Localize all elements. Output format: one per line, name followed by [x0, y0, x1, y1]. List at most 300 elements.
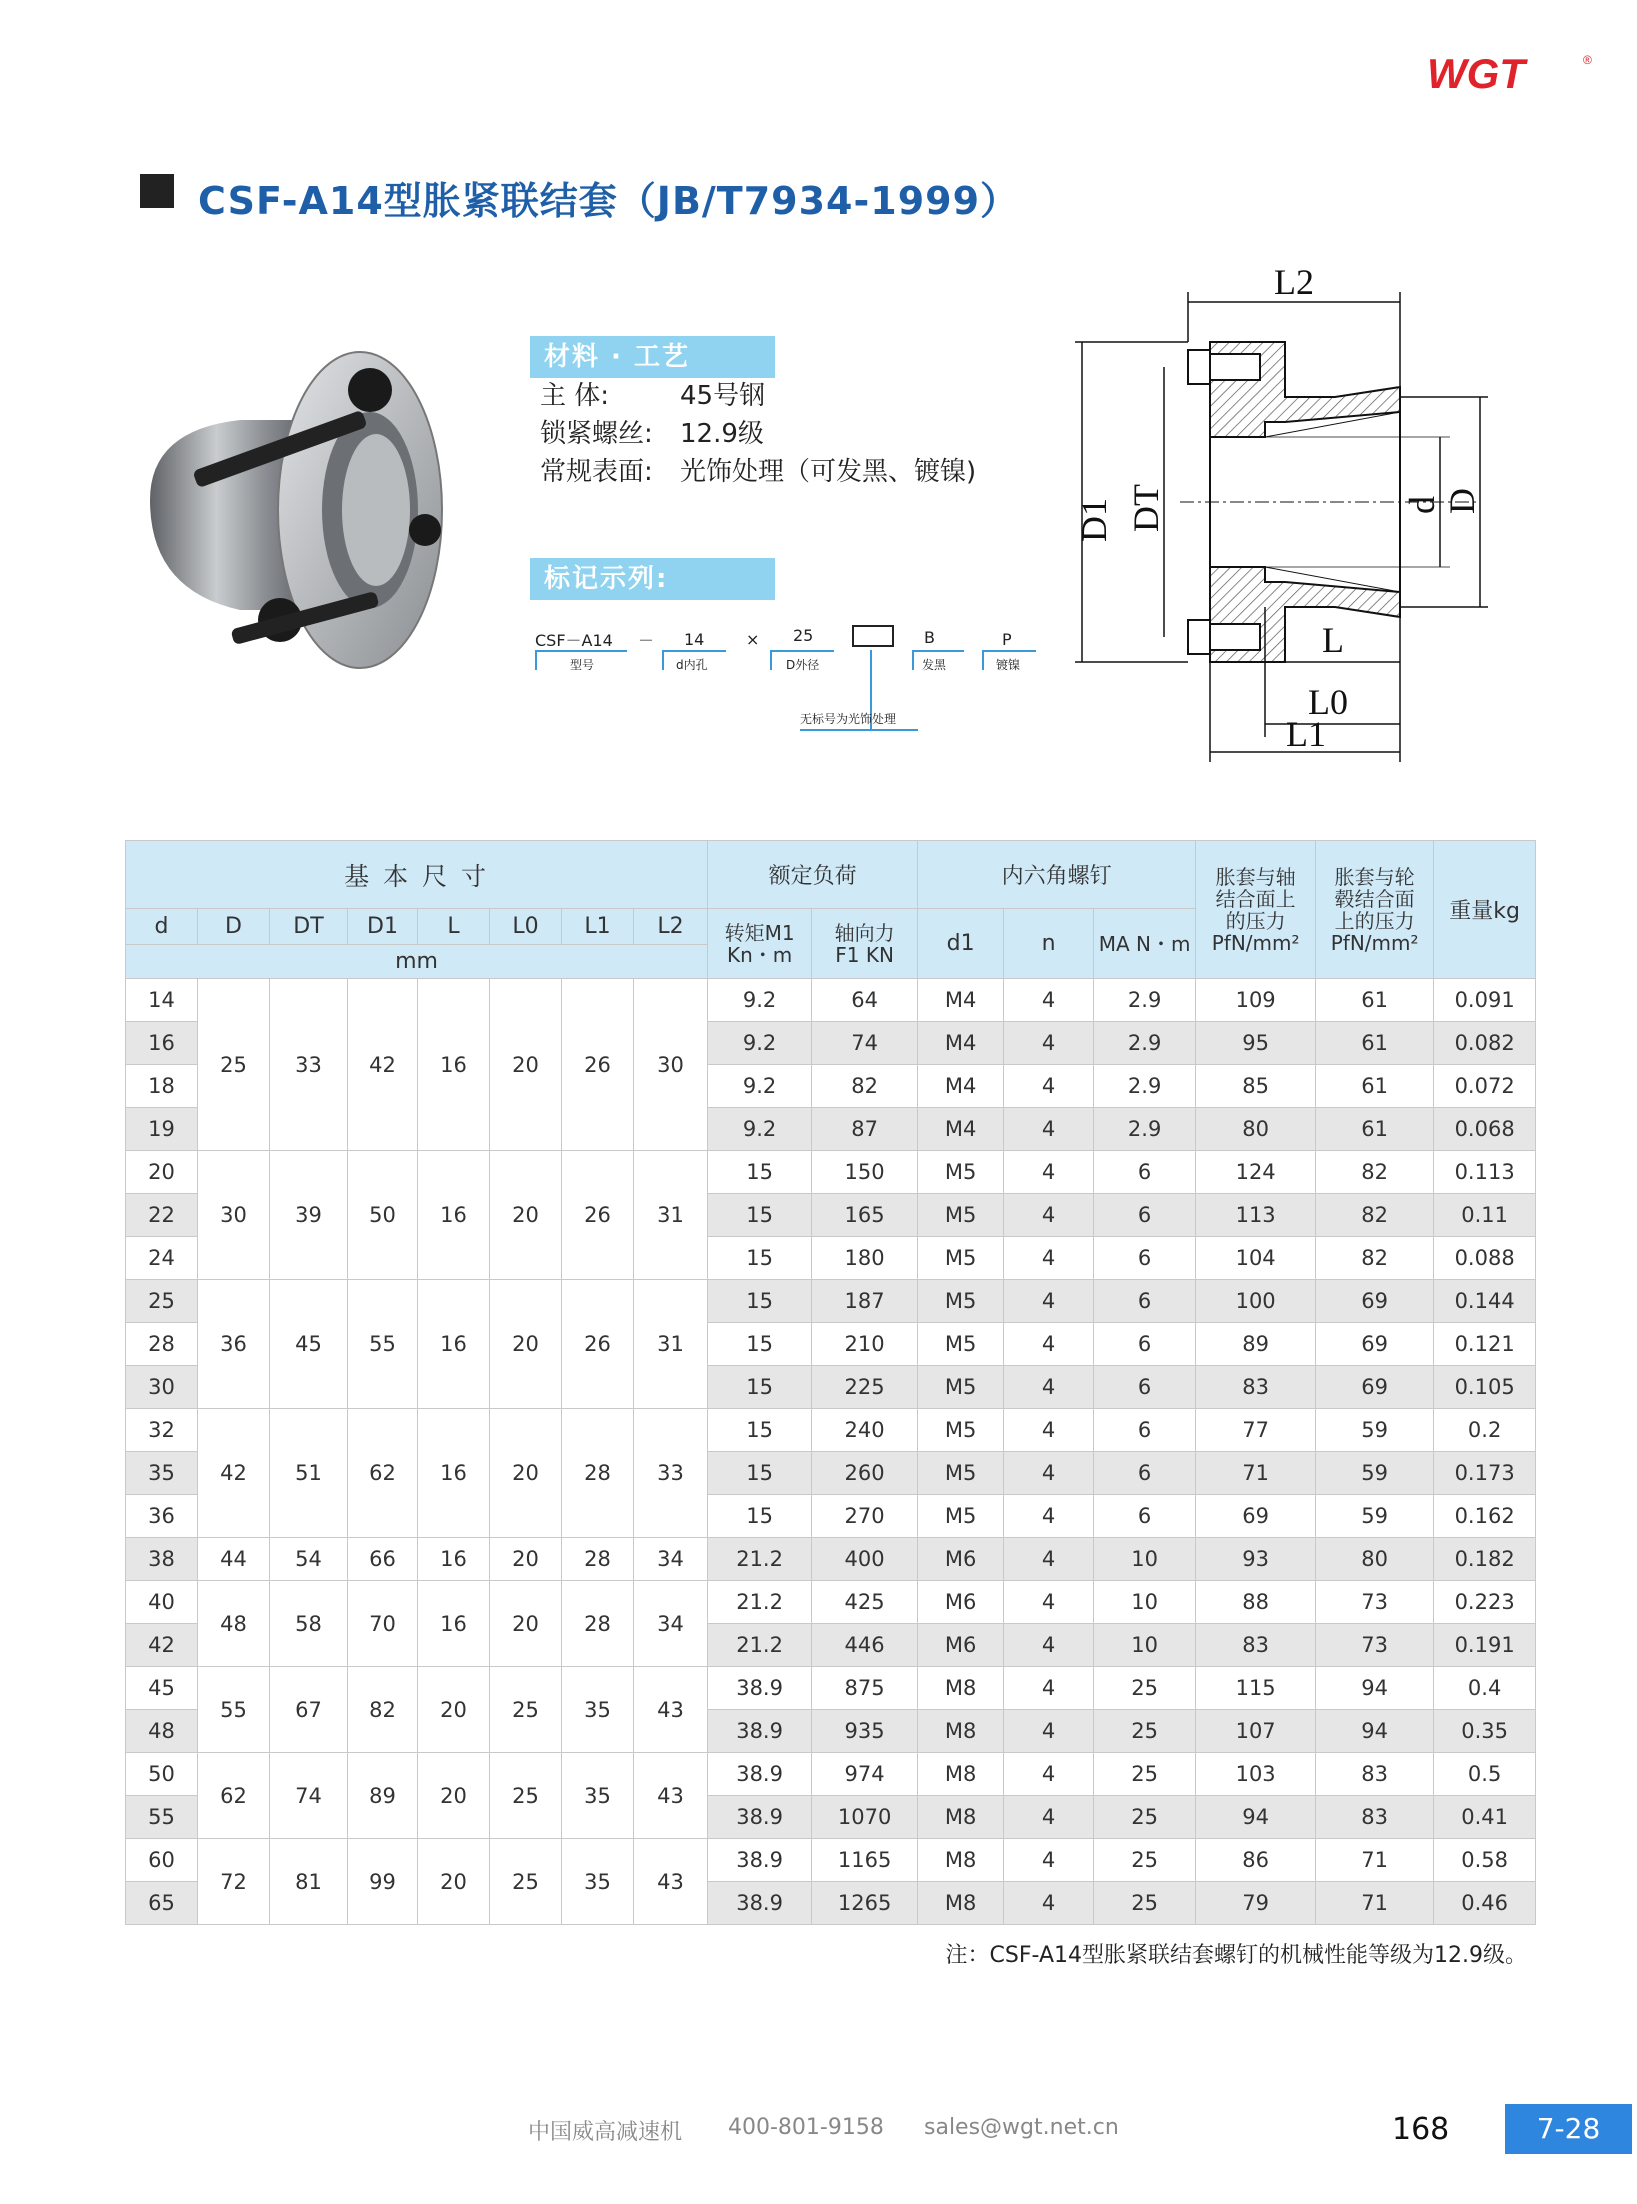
cell-D1: 42	[348, 979, 418, 1151]
table-row	[126, 1538, 1536, 1581]
cell-ma: 25	[1094, 1796, 1196, 1839]
cell-shaft-pressure: 77	[1196, 1409, 1316, 1452]
cell-ma: 25	[1094, 1882, 1196, 1925]
cell-hub-pressure: 83	[1316, 1753, 1434, 1796]
cell-DT: 58	[270, 1581, 348, 1667]
col-L2: L2	[634, 909, 708, 945]
cell-n: 4	[1004, 1151, 1094, 1194]
col-D1: D1	[348, 909, 418, 945]
cell-hub-pressure: 61	[1316, 1065, 1434, 1108]
mark-blank-box	[852, 625, 894, 647]
cell-n: 4	[1004, 1237, 1094, 1280]
cell-torque: 38.9	[708, 1839, 812, 1882]
cell-D1: 66	[348, 1538, 418, 1581]
cell-L0: 20	[490, 1280, 562, 1409]
col-d1: d1	[918, 909, 1004, 979]
table-row	[126, 1409, 1536, 1452]
cell-ma: 2.9	[1094, 1108, 1196, 1151]
page-number: 168	[1392, 2112, 1450, 2147]
cell-weight: 0.162	[1434, 1495, 1536, 1538]
cell-ma: 6	[1094, 1495, 1196, 1538]
cell-d: 32	[126, 1409, 198, 1452]
mark-model: CSF－A14	[535, 631, 613, 650]
cell-DT: 67	[270, 1667, 348, 1753]
cell-d1: M8	[918, 1882, 1004, 1925]
cell-D1: 62	[348, 1409, 418, 1538]
cell-L: 20	[418, 1839, 490, 1925]
material-screw	[540, 413, 764, 450]
cell-shaft-pressure: 100	[1196, 1280, 1316, 1323]
cell-d1: M5	[918, 1194, 1004, 1237]
mark-inner-label: d内孔	[676, 658, 708, 672]
cell-L0: 20	[490, 979, 562, 1151]
cell-n: 4	[1004, 1882, 1094, 1925]
technical-drawing	[1060, 262, 1540, 762]
cell-ma: 6	[1094, 1237, 1196, 1280]
cell-L0: 20	[490, 1581, 562, 1667]
cell-d: 18	[126, 1065, 198, 1108]
dim-DT: DT	[1126, 484, 1166, 532]
cell-d1: M6	[918, 1538, 1004, 1581]
cell-d: 38	[126, 1538, 198, 1581]
cell-L0: 20	[490, 1538, 562, 1581]
cell-d: 30	[126, 1366, 198, 1409]
col-ma: MA N・m	[1094, 909, 1196, 979]
cell-hub-pressure: 71	[1316, 1839, 1434, 1882]
cell-hub-pressure: 82	[1316, 1151, 1434, 1194]
cell-n: 4	[1004, 1065, 1094, 1108]
cell-axial: 400	[812, 1538, 918, 1581]
cell-D: 55	[198, 1667, 270, 1753]
cell-shaft-pressure: 93	[1196, 1538, 1316, 1581]
cell-ma: 2.9	[1094, 1065, 1196, 1108]
cell-ma: 6	[1094, 1409, 1196, 1452]
cell-n: 4	[1004, 979, 1094, 1022]
cell-shaft-pressure: 124	[1196, 1151, 1316, 1194]
table-row	[126, 1151, 1536, 1194]
cell-axial: 1070	[812, 1796, 918, 1839]
cell-d: 25	[126, 1280, 198, 1323]
cell-weight: 0.068	[1434, 1108, 1536, 1151]
cell-weight: 0.58	[1434, 1839, 1536, 1882]
cell-shaft-pressure: 113	[1196, 1194, 1316, 1237]
mark-outer-label: D外径	[786, 658, 820, 672]
cell-D1: 82	[348, 1667, 418, 1753]
col-axial-force: 轴向力 F1 KN	[812, 909, 918, 979]
cell-n: 4	[1004, 1022, 1094, 1065]
cell-L0: 25	[490, 1839, 562, 1925]
cell-shaft-pressure: 85	[1196, 1065, 1316, 1108]
cell-hub-pressure: 82	[1316, 1194, 1434, 1237]
cell-d1: M5	[918, 1366, 1004, 1409]
cell-L2: 43	[634, 1667, 708, 1753]
cell-D1: 70	[348, 1581, 418, 1667]
cell-L: 16	[418, 1538, 490, 1581]
col-DT: DT	[270, 909, 348, 945]
cell-d: 14	[126, 979, 198, 1022]
cell-axial: 935	[812, 1710, 918, 1753]
cell-ma: 6	[1094, 1151, 1196, 1194]
cell-weight: 0.11	[1434, 1194, 1536, 1237]
cell-D1: 55	[348, 1280, 418, 1409]
cell-n: 4	[1004, 1538, 1094, 1581]
cell-ma: 25	[1094, 1839, 1196, 1882]
cell-hub-pressure: 82	[1316, 1237, 1434, 1280]
cell-L0: 25	[490, 1753, 562, 1839]
cell-torque: 15	[708, 1237, 812, 1280]
cell-weight: 0.072	[1434, 1065, 1536, 1108]
cell-hub-pressure: 59	[1316, 1452, 1434, 1495]
cell-weight: 0.4	[1434, 1667, 1536, 1710]
cell-ma: 2.9	[1094, 979, 1196, 1022]
cell-D1: 89	[348, 1753, 418, 1839]
cell-torque: 38.9	[708, 1882, 812, 1925]
cell-ma: 6	[1094, 1194, 1196, 1237]
cell-d1: M4	[918, 1065, 1004, 1108]
cell-hub-pressure: 69	[1316, 1323, 1434, 1366]
cell-hub-pressure: 61	[1316, 979, 1434, 1022]
wgt-logo	[1427, 50, 1597, 96]
cell-DT: 74	[270, 1753, 348, 1839]
cell-d: 16	[126, 1022, 198, 1065]
dim-D1: D1	[1074, 498, 1114, 542]
cell-hub-pressure: 71	[1316, 1882, 1434, 1925]
cell-torque: 38.9	[708, 1667, 812, 1710]
section-tag: 7-28	[1505, 2104, 1632, 2154]
col-n: n	[1004, 909, 1094, 979]
cell-D1: 99	[348, 1839, 418, 1925]
cell-shaft-pressure: 115	[1196, 1667, 1316, 1710]
cell-ma: 25	[1094, 1667, 1196, 1710]
material-screw-label: 锁紧螺丝:	[540, 419, 653, 449]
cell-L: 16	[418, 1409, 490, 1538]
cell-n: 4	[1004, 1796, 1094, 1839]
cell-hub-pressure: 94	[1316, 1710, 1434, 1753]
mark-model-label: 型号	[570, 658, 595, 672]
spec-table-body	[126, 979, 1536, 1925]
cell-DT: 54	[270, 1538, 348, 1581]
material-surface-value: 光饰处理（可发黑、镀镍)	[680, 457, 977, 487]
footer-phone: 400-801-9158	[728, 2115, 884, 2140]
cell-ma: 6	[1094, 1280, 1196, 1323]
cell-axial: 875	[812, 1667, 918, 1710]
cell-L2: 43	[634, 1753, 708, 1839]
cell-L0: 20	[490, 1409, 562, 1538]
page-title: CSF-A14型胀紧联结套（JB/T7934-1999）	[198, 179, 1020, 223]
cell-axial: 150	[812, 1151, 918, 1194]
cell-axial: 1165	[812, 1839, 918, 1882]
col-torque: 转矩M1 Kn・m	[708, 909, 812, 979]
cell-n: 4	[1004, 1667, 1094, 1710]
cell-d1: M4	[918, 1108, 1004, 1151]
cell-axial: 1265	[812, 1882, 918, 1925]
cell-d1: M6	[918, 1624, 1004, 1667]
cell-L1: 28	[562, 1581, 634, 1667]
unit-mm: mm	[126, 945, 708, 979]
cell-d1: M4	[918, 1022, 1004, 1065]
cell-d: 35	[126, 1452, 198, 1495]
cell-d1: M8	[918, 1710, 1004, 1753]
cell-torque: 9.2	[708, 1022, 812, 1065]
material-surface	[540, 451, 976, 488]
header-hex-screw: 内六角螺钉	[918, 841, 1196, 909]
cell-hub-pressure: 69	[1316, 1280, 1434, 1323]
registered-mark: ®	[1583, 53, 1592, 67]
cell-d: 42	[126, 1624, 198, 1667]
dim-L0: L0	[1308, 682, 1348, 722]
cell-L1: 26	[562, 1280, 634, 1409]
cell-D: 42	[198, 1409, 270, 1538]
cell-shaft-pressure: 89	[1196, 1323, 1316, 1366]
cell-shaft-pressure: 88	[1196, 1581, 1316, 1624]
table-note: 注：CSF-A14型胀紧联结套螺钉的机械性能等级为12.9级。	[945, 1943, 1527, 1968]
cell-d: 60	[126, 1839, 198, 1882]
cell-axial: 180	[812, 1237, 918, 1280]
cell-axial: 270	[812, 1495, 918, 1538]
cell-torque: 15	[708, 1280, 812, 1323]
cell-L: 16	[418, 979, 490, 1151]
table-row	[126, 1753, 1536, 1796]
cell-shaft-pressure: 80	[1196, 1108, 1316, 1151]
cell-L1: 28	[562, 1538, 634, 1581]
cell-weight: 0.088	[1434, 1237, 1536, 1280]
mark-times: ×	[746, 630, 760, 649]
cell-d: 28	[126, 1323, 198, 1366]
cell-ma: 25	[1094, 1710, 1196, 1753]
mark-plating: P	[1002, 630, 1012, 649]
header-hub-pressure: 胀套与轮 毂结合面 上的压力 PfN/mm²	[1316, 841, 1434, 979]
cell-d1: M8	[918, 1667, 1004, 1710]
cell-weight: 0.082	[1434, 1022, 1536, 1065]
cell-shaft-pressure: 94	[1196, 1796, 1316, 1839]
cell-torque: 9.2	[708, 1065, 812, 1108]
marking-heading: 标记示列:	[530, 558, 775, 600]
cell-torque: 15	[708, 1366, 812, 1409]
cell-torque: 21.2	[708, 1581, 812, 1624]
cell-axial: 260	[812, 1452, 918, 1495]
cell-hub-pressure: 59	[1316, 1495, 1434, 1538]
cell-hub-pressure: 59	[1316, 1409, 1434, 1452]
table-row	[126, 1280, 1536, 1323]
cell-torque: 21.2	[708, 1624, 812, 1667]
cell-ma: 6	[1094, 1366, 1196, 1409]
cell-shaft-pressure: 103	[1196, 1753, 1316, 1796]
cell-shaft-pressure: 79	[1196, 1882, 1316, 1925]
cell-L: 16	[418, 1151, 490, 1280]
cell-weight: 0.121	[1434, 1323, 1536, 1366]
cell-weight: 0.144	[1434, 1280, 1536, 1323]
cell-DT: 81	[270, 1839, 348, 1925]
cell-L1: 26	[562, 1151, 634, 1280]
mark-plating-label: 镀镍	[996, 658, 1021, 672]
dim-D: D	[1442, 488, 1482, 514]
cell-n: 4	[1004, 1581, 1094, 1624]
cell-L1: 28	[562, 1409, 634, 1538]
mark-inner: 14	[684, 630, 705, 649]
cell-weight: 0.105	[1434, 1366, 1536, 1409]
cell-d: 36	[126, 1495, 198, 1538]
cell-shaft-pressure: 107	[1196, 1710, 1316, 1753]
cell-d: 45	[126, 1667, 198, 1710]
cell-n: 4	[1004, 1710, 1094, 1753]
cell-D1: 50	[348, 1151, 418, 1280]
cell-n: 4	[1004, 1194, 1094, 1237]
material-screw-value: 12.9级	[680, 419, 764, 449]
cell-ma: 10	[1094, 1581, 1196, 1624]
cell-shaft-pressure: 83	[1196, 1624, 1316, 1667]
cell-hub-pressure: 94	[1316, 1667, 1434, 1710]
cell-hub-pressure: 73	[1316, 1581, 1434, 1624]
header-basic-dimensions: 基 本 尺 寸	[126, 841, 708, 909]
cell-torque: 38.9	[708, 1753, 812, 1796]
dim-L1: L1	[1286, 714, 1326, 754]
cell-torque: 9.2	[708, 1108, 812, 1151]
dim-L2: L2	[1274, 262, 1314, 302]
cell-DT: 39	[270, 1151, 348, 1280]
cell-d1: M8	[918, 1753, 1004, 1796]
cell-d1: M5	[918, 1409, 1004, 1452]
cell-ma: 2.9	[1094, 1022, 1196, 1065]
mark-dash: －	[638, 631, 655, 650]
cell-torque: 38.9	[708, 1710, 812, 1753]
col-d: d	[126, 909, 198, 945]
cell-d: 55	[126, 1796, 198, 1839]
material-body-value: 45号钢	[680, 381, 766, 411]
cell-n: 4	[1004, 1108, 1094, 1151]
cell-torque: 15	[708, 1194, 812, 1237]
cell-D: 36	[198, 1280, 270, 1409]
cell-weight: 0.223	[1434, 1581, 1536, 1624]
cell-n: 4	[1004, 1753, 1094, 1796]
cell-L2: 34	[634, 1581, 708, 1667]
cell-weight: 0.46	[1434, 1882, 1536, 1925]
cell-ma: 10	[1094, 1538, 1196, 1581]
dim-L: L	[1322, 620, 1344, 660]
header-weight: 重量kg	[1434, 841, 1536, 979]
cell-torque: 15	[708, 1151, 812, 1194]
table-row	[126, 1839, 1536, 1882]
cell-d1: M5	[918, 1280, 1004, 1323]
cell-ma: 25	[1094, 1753, 1196, 1796]
cell-axial: 225	[812, 1366, 918, 1409]
cell-L1: 26	[562, 979, 634, 1151]
table-row	[126, 979, 1536, 1022]
cell-weight: 0.182	[1434, 1538, 1536, 1581]
cell-L1: 35	[562, 1839, 634, 1925]
cell-torque: 15	[708, 1452, 812, 1495]
cell-D: 72	[198, 1839, 270, 1925]
cell-L0: 25	[490, 1667, 562, 1753]
cell-D: 44	[198, 1538, 270, 1581]
header-rated-load: 额定负荷	[708, 841, 918, 909]
cell-axial: 187	[812, 1280, 918, 1323]
cell-L2: 30	[634, 979, 708, 1151]
materials-heading: 材料 · 工艺	[530, 336, 775, 378]
cell-d1: M8	[918, 1796, 1004, 1839]
table-row	[126, 1667, 1536, 1710]
cell-shaft-pressure: 86	[1196, 1839, 1316, 1882]
cell-d1: M5	[918, 1452, 1004, 1495]
cell-hub-pressure: 80	[1316, 1538, 1434, 1581]
cell-d1: M4	[918, 979, 1004, 1022]
cell-d1: M6	[918, 1581, 1004, 1624]
cell-L: 16	[418, 1280, 490, 1409]
cell-axial: 82	[812, 1065, 918, 1108]
cell-L: 20	[418, 1753, 490, 1839]
cell-D: 62	[198, 1753, 270, 1839]
cell-n: 4	[1004, 1366, 1094, 1409]
cell-axial: 165	[812, 1194, 918, 1237]
footer-company: 中国威高减速机	[528, 2120, 683, 2145]
table-row	[126, 1581, 1536, 1624]
cell-weight: 0.5	[1434, 1753, 1536, 1796]
mark-black-label: 发黑	[922, 658, 947, 672]
cell-d1: M5	[918, 1323, 1004, 1366]
cell-D: 48	[198, 1581, 270, 1667]
cell-d1: M5	[918, 1495, 1004, 1538]
cell-torque: 21.2	[708, 1538, 812, 1581]
cell-weight: 0.35	[1434, 1710, 1536, 1753]
cell-L2: 31	[634, 1280, 708, 1409]
cell-hub-pressure: 61	[1316, 1022, 1434, 1065]
col-L1: L1	[562, 909, 634, 945]
cell-d: 19	[126, 1108, 198, 1151]
material-surface-label: 常规表面:	[540, 457, 653, 487]
cell-n: 4	[1004, 1409, 1094, 1452]
cell-L: 20	[418, 1667, 490, 1753]
cell-axial: 425	[812, 1581, 918, 1624]
cell-L2: 43	[634, 1839, 708, 1925]
cell-axial: 974	[812, 1753, 918, 1796]
footer-email[interactable]: sales@wgt.net.cn	[924, 2115, 1119, 2140]
cell-d: 48	[126, 1710, 198, 1753]
cell-d1: M8	[918, 1839, 1004, 1882]
cell-weight: 0.113	[1434, 1151, 1536, 1194]
cell-weight: 0.2	[1434, 1409, 1536, 1452]
cell-axial: 240	[812, 1409, 918, 1452]
cell-D: 25	[198, 979, 270, 1151]
cell-d1: M5	[918, 1151, 1004, 1194]
cell-DT: 45	[270, 1280, 348, 1409]
cell-hub-pressure: 69	[1316, 1366, 1434, 1409]
cell-axial: 74	[812, 1022, 918, 1065]
cell-shaft-pressure: 71	[1196, 1452, 1316, 1495]
mark-outer: 25	[793, 626, 814, 645]
cell-D: 30	[198, 1151, 270, 1280]
cell-n: 4	[1004, 1624, 1094, 1667]
product-photo	[130, 320, 490, 700]
col-L0: L0	[490, 909, 562, 945]
cell-d: 24	[126, 1237, 198, 1280]
cell-DT: 33	[270, 979, 348, 1151]
cell-shaft-pressure: 69	[1196, 1495, 1316, 1538]
cell-n: 4	[1004, 1839, 1094, 1882]
cell-d: 65	[126, 1882, 198, 1925]
cell-torque: 9.2	[708, 979, 812, 1022]
cell-d: 22	[126, 1194, 198, 1237]
cell-d: 20	[126, 1151, 198, 1194]
cell-weight: 0.41	[1434, 1796, 1536, 1839]
title-square-icon	[140, 174, 174, 208]
cell-shaft-pressure: 95	[1196, 1022, 1316, 1065]
cell-hub-pressure: 73	[1316, 1624, 1434, 1667]
header-shaft-pressure: 胀套与轴 结合面上 的压力 PfN/mm²	[1196, 841, 1316, 979]
spec-table	[125, 840, 1536, 1925]
cell-L2: 31	[634, 1151, 708, 1280]
cell-L1: 35	[562, 1753, 634, 1839]
cell-axial: 64	[812, 979, 918, 1022]
cell-L2: 34	[634, 1538, 708, 1581]
